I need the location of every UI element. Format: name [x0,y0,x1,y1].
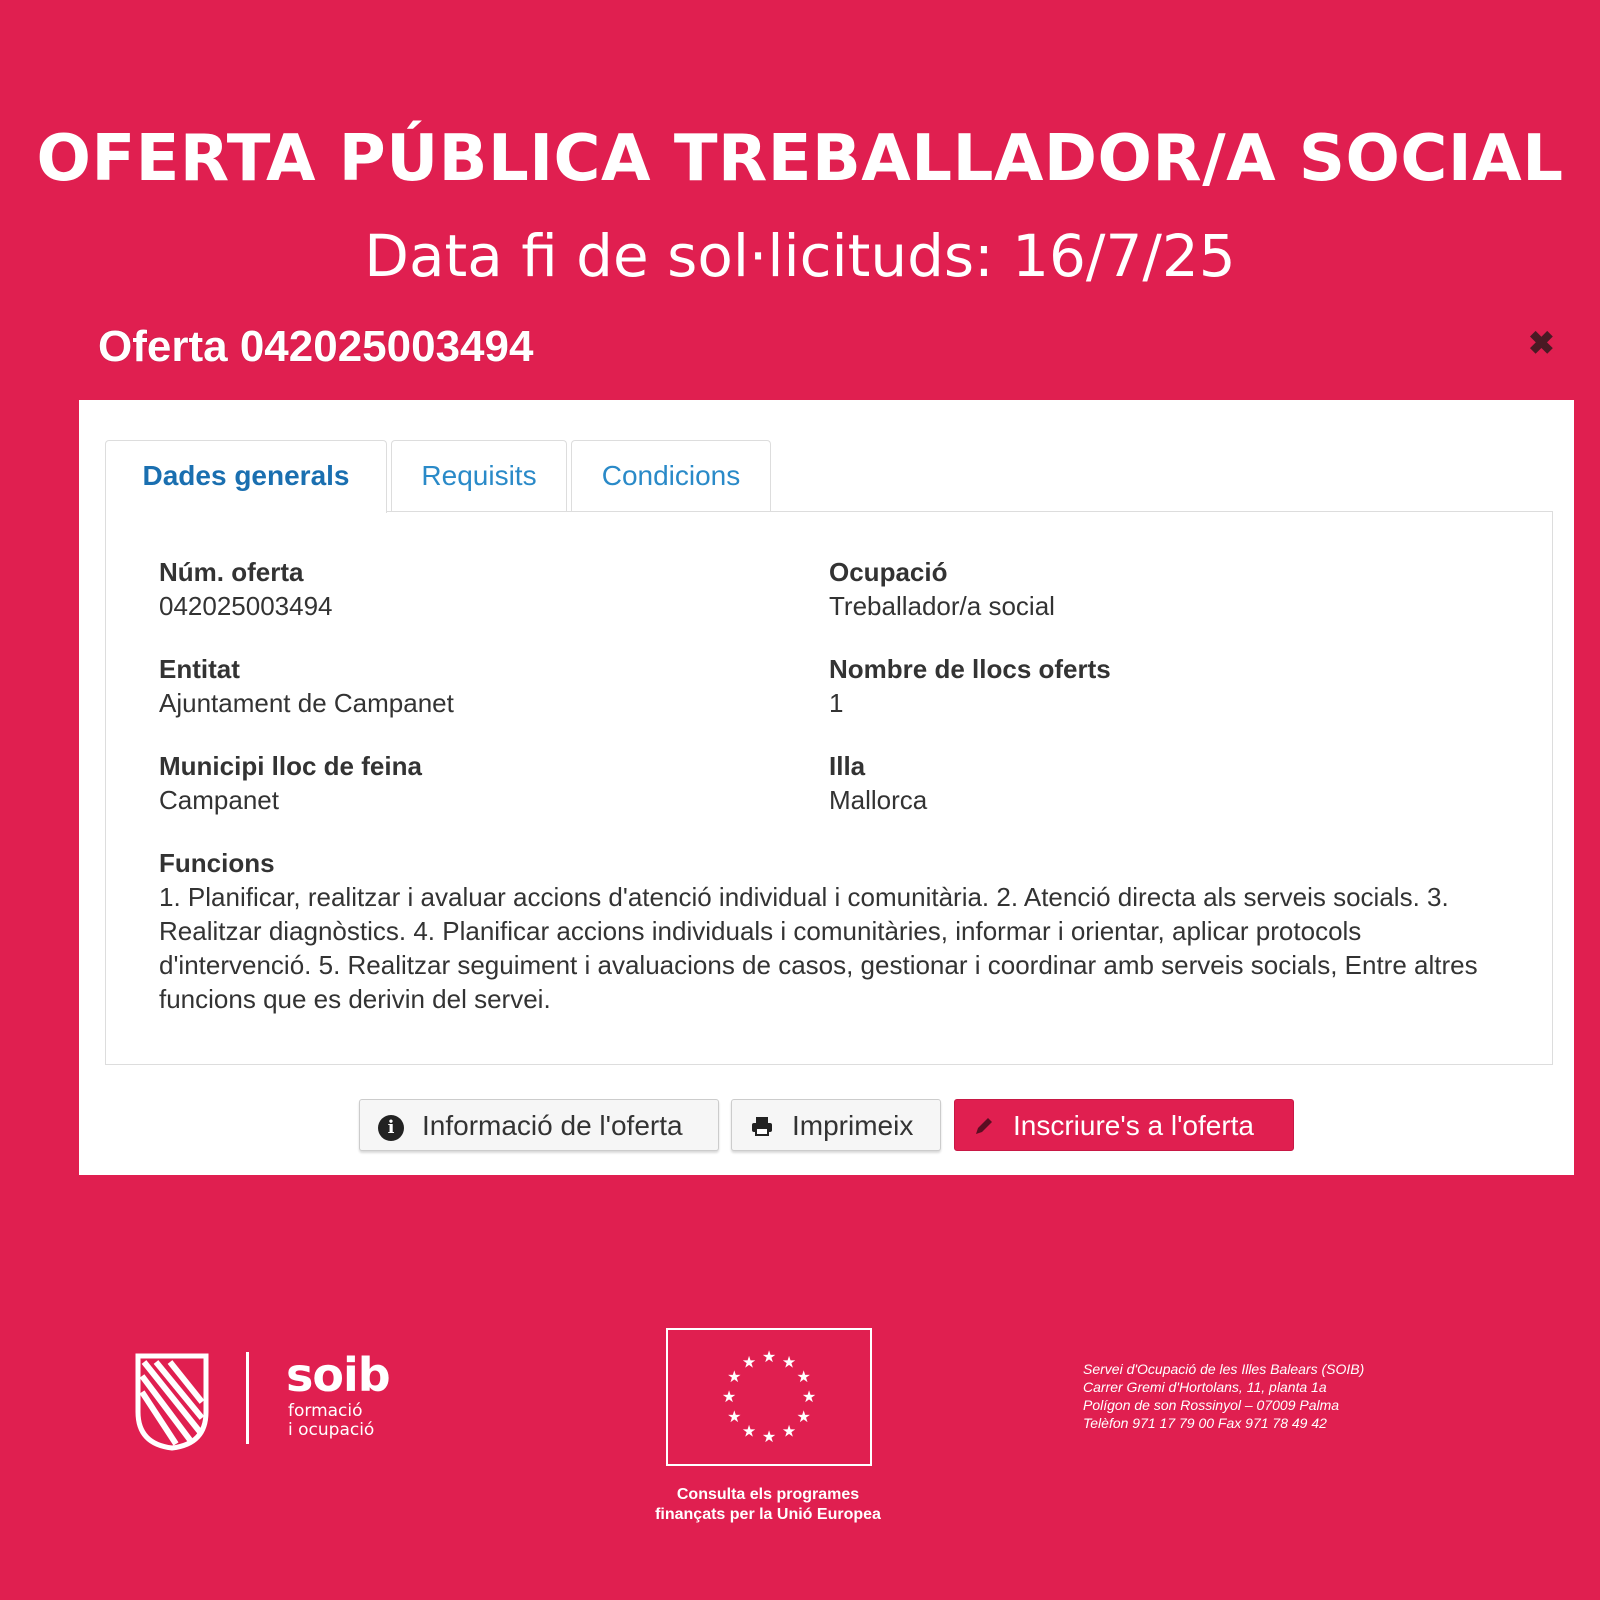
eu-star-icon: ★ [796,1409,811,1426]
eu-star-icon: ★ [801,1389,817,1406]
eu-star-icon: ★ [741,1354,757,1372]
deadline-text: Data fi de sol·licituds: 16/7/25 [364,222,1236,290]
field-label: Funcions [159,848,275,878]
eu-star-icon: ★ [721,1389,737,1406]
address-line: Servei d'Ocupació de les Illes Balears (SOIB) [1083,1361,1365,1377]
field-funcions [159,846,1489,1016]
button-label: Informació de l'oferta [422,1110,683,1141]
soib-logo-text: soib [286,1348,390,1402]
apply-button[interactable] [954,1099,1294,1151]
tab-condicions[interactable]: Condicions [571,440,771,511]
field-label: Entitat [159,654,240,684]
eu-star-icon: ★ [727,1369,742,1386]
print-icon [750,1102,774,1154]
field-value: Ajuntament de Campanet [159,688,454,718]
field-value: 1. Planificar, realitzar i avaluar accions d'atenció individual i comunitària. 2. Atenció directa als serveis socials. 3. Realitzar diagnòstics. 4. Planificar accions individuals i comunitàries, informar i orientar, aplicar protocols d'intervenció. 5. Realitzar seguiment i avaluacions de casos, gestionar i coordinar amb serveis socials, Entre altres funcions que es derivin del servei. [159,882,1478,1014]
info-icon: i [378,1115,404,1141]
field-value: Treballador/a social [829,591,1055,621]
address-line: Carrer Gremi d'Hortolans, 11, planta 1a [1083,1379,1327,1395]
eu-star-icon: ★ [781,1354,797,1372]
address-line: Telèfon 971 17 79 00 Fax 971 78 49 42 [1083,1415,1327,1431]
tab-requisits[interactable]: Requisits [391,440,567,511]
soib-sub-line: formació [288,1401,363,1421]
offer-panel [79,400,1574,1175]
logo-divider [246,1352,249,1444]
field-nombre-llocs [829,652,1111,720]
button-label: Inscriure's a l'oferta [1013,1110,1255,1141]
soib-logo-subtitle [288,1402,374,1440]
button-label: Imprimeix [792,1110,914,1141]
close-icon[interactable]: ✖ [1528,325,1555,361]
eu-flag-logo[interactable] [666,1328,872,1466]
eu-star-icon: ★ [796,1369,811,1386]
field-value: 1 [829,688,844,718]
dialog-title: Oferta 042025003494 [98,322,534,371]
field-label: Municipi lloc de feina [159,751,422,781]
address-line: Polígon de son Rossinyol – 07009 Palma [1083,1397,1340,1413]
eu-star-icon: ★ [741,1423,757,1441]
field-illa [829,749,927,817]
eu-star-icon: ★ [761,1429,777,1446]
contact-address [1083,1360,1364,1432]
action-bar [79,1099,1574,1155]
print-button[interactable] [731,1099,941,1151]
field-value: Mallorca [829,785,928,815]
field-label: Illa [829,751,866,781]
eu-caption-line: finançats per la Unió Europea [655,1506,881,1523]
field-value: Campanet [159,785,279,815]
field-entitat [159,652,454,720]
tab-dades-generals[interactable]: Dades generals [105,440,387,513]
page-title: OFERTA PÚBLICA TREBALLADOR/A SOCIAL [36,122,1564,196]
eu-star-icon: ★ [781,1423,797,1441]
field-label: Ocupació [829,557,948,587]
eu-star-icon: ★ [727,1409,742,1426]
eu-caption[interactable] [620,1485,916,1525]
offer-info-button[interactable] [359,1099,719,1151]
field-municipi [159,749,422,817]
eu-caption-line: Consulta els programes [676,1486,860,1503]
tab-content [105,511,1553,1065]
eu-stars [668,1330,870,1464]
pencil-icon [973,1102,995,1154]
field-value: 042025003494 [159,591,333,621]
field-ocupacio [829,555,1055,623]
eu-star-icon: ★ [761,1349,777,1366]
soib-sub-line: i ocupació [288,1420,375,1440]
field-label: Nombre de llocs oferts [829,654,1111,684]
field-num-oferta [159,555,333,623]
field-label: Núm. oferta [159,557,304,587]
